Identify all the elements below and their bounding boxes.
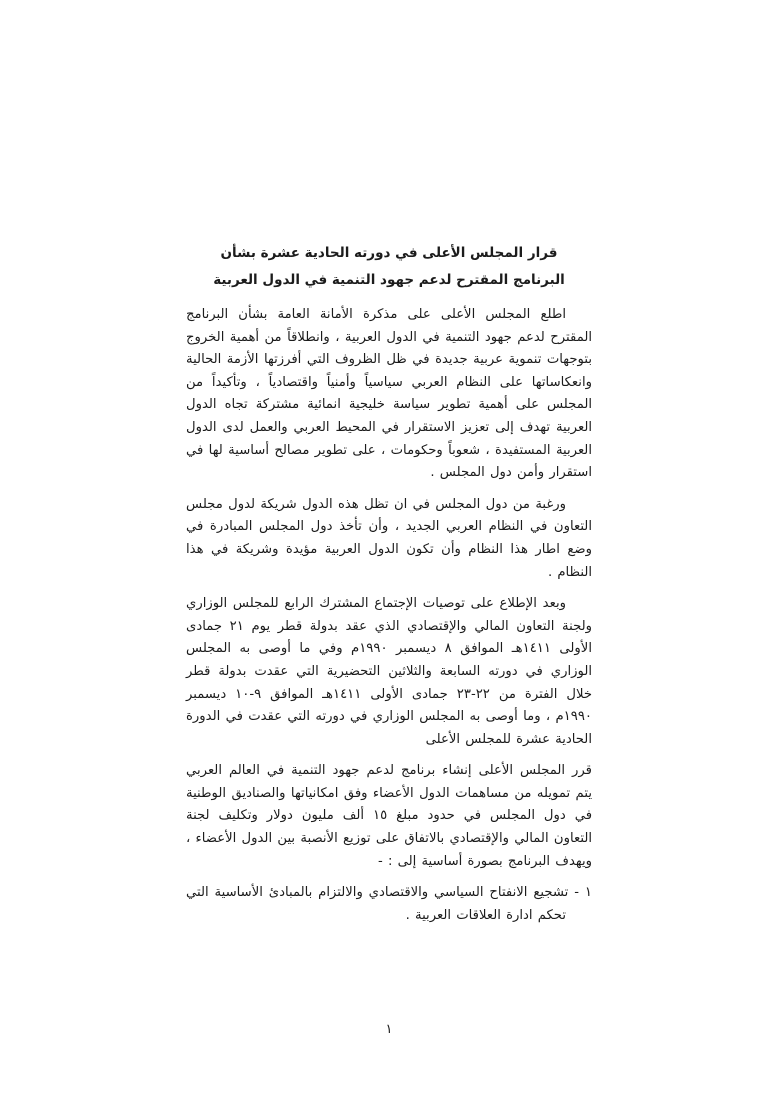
list-item-1 [186, 882, 592, 927]
document-title-line1: قرار المجلس الأعلى في دورته الحادية عشرة بشأن [220, 245, 558, 261]
paragraph-3: وبعد الإطلاع على توصيات الإجتماع المشترك الرابع للمجلس الوزاري ولجنة التعاون المالي والإقتصادي الذي عقد بدولة قطر يوم ٢١ جمادى الأولى ١٤١١هـ الموافق ٨ ديسمبر ١٩٩٠م وفي ما أوصى به المجلس الوزاري في دورته السابعة والثلاثين التحضيرية التي عقدت بدولة قطر خلال الفترة من ٢٢-٢٣ جمادى الأولى ١٤١١هـ الموافق ٩-١٠ ديسمبر ١٩٩٠م ، وما أوصى به المجلس الوزاري في دورته التي عقدت في الدورة الحادية عشرة للمجلس الأعلى [186, 596, 592, 747]
paragraph-4: قرر المجلس الأعلى إنشاء برنامج لدعم جهود التنمية في العالم العربي يتم تمويله من مساهمات الدول الأعضاء وفق امكانياتها والصناديق الوطنية في دول المجلس في حدود مبلغ ١٥ ألف مليون دولار وتكليف لجنة التعاون المالي والإقتصادي بالاتفاق على توزيع الأنصبة بين الدول الأعضاء ، ويهدف البرنامج بصورة أساسية إلى : - [186, 763, 592, 869]
list-item-1-marker: ١ - [574, 885, 592, 901]
paragraph-1: اطلع المجلس الأعلى على مذكرة الأمانة العامة بشأن البرنامج المقترح لدعم جهود التنمية في الدول العربية ، وانطلاقاً من أهمية الخروج بتوجهات تنموية عربية جديدة في ظل الظروف التي أفرزتها الأزمة الحالية وانعكاساتها على النظام العربي سياسياً وأمنياً واقتصادياً ، وتأكيداً من المجلس على أهمية تطوير سياسة خليجية انمائية مشتركة تجاه الدول العربية تهدف إلى تعزيز الاستقرار في المحيط العربي والعمل لدى الدول العربية المستفيدة ، شعوباً وحكومات ، على تطوير مصالح أساسية لها في استقرار وأمن دول المجلس . [186, 307, 592, 481]
list-item-1-text: تشجيع الانفتاح السياسي والاقتصادي والالتزام بالمبادئ الأساسية التي تحكم ادارة العلاقات العربية . [186, 885, 569, 923]
page-number: ١ [385, 1022, 393, 1037]
document-content [186, 240, 592, 927]
document-title-line2: البرنامج المقترح لدعم جهود التنمية في الدول العربية [213, 272, 565, 288]
paragraph-2: ورغبة من دول المجلس في ان تظل هذه الدول شريكة لدول مجلس التعاون في النظام العربي الجديد ، وأن تأخذ دول المجلس المبادرة في وضع اطار هذا النظام وأن تكون الدول العربية مؤيدة وشريكة في هذا النظام . [186, 496, 592, 580]
